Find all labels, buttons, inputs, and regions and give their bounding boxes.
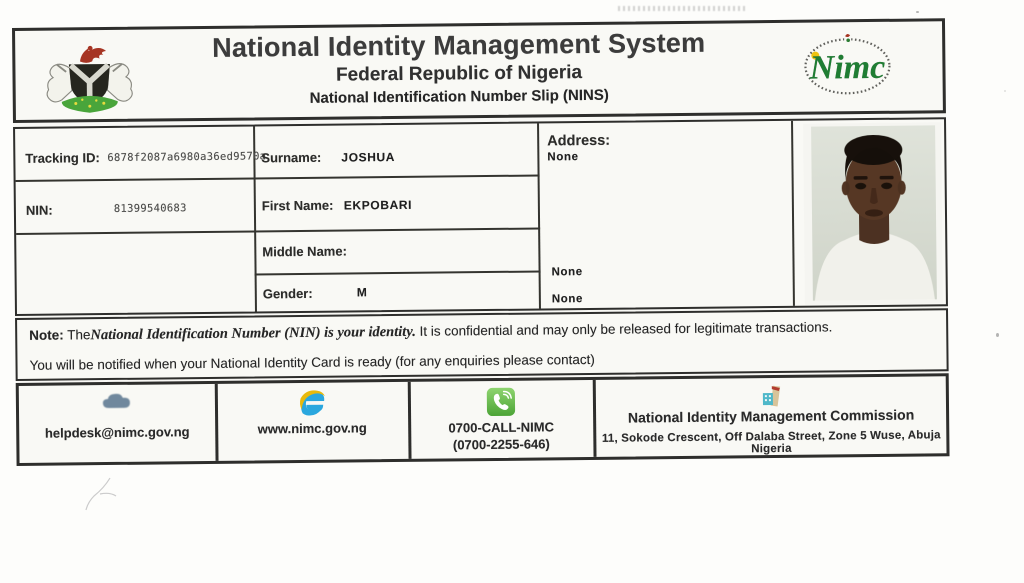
nigeria-coat-of-arms-icon bbox=[37, 36, 142, 121]
gender-value: M bbox=[356, 285, 368, 300]
website-contact-cell bbox=[217, 382, 408, 461]
nin-label: NIN: bbox=[25, 202, 53, 218]
note-emphasis: National Identification Number (NIN) is your identity. bbox=[90, 323, 416, 344]
phone-line1: 0700-CALL-NIMC bbox=[448, 419, 555, 436]
phone-icon bbox=[486, 387, 516, 417]
building-icon bbox=[760, 384, 782, 408]
scan-speck bbox=[996, 333, 999, 337]
scan-speck bbox=[916, 11, 919, 13]
table-divider bbox=[537, 123, 541, 308]
commission-name: National Identity Management Commission bbox=[627, 406, 915, 426]
ie-browser-icon bbox=[297, 389, 327, 419]
tracking-id-value: 6878f2087a6980a36ed9570a bbox=[107, 150, 267, 165]
system-title: National Identity Management System bbox=[211, 27, 706, 63]
table-divider bbox=[16, 174, 540, 181]
identity-fields-table bbox=[13, 117, 948, 316]
commission-cell bbox=[595, 376, 948, 457]
note-line bbox=[29, 319, 832, 344]
table-divider bbox=[791, 121, 795, 306]
first-name-value: EKPOBARI bbox=[343, 197, 413, 213]
nimc-logo bbox=[792, 30, 903, 103]
contact-footer bbox=[16, 373, 950, 466]
table-divider bbox=[255, 270, 541, 275]
phone-contact-cell bbox=[410, 380, 593, 459]
nin-value: 81399540683 bbox=[113, 202, 187, 215]
gender-label: Gender: bbox=[262, 285, 313, 302]
address-extra-value: None bbox=[551, 293, 584, 306]
card-header bbox=[12, 18, 946, 123]
phone-line2: (0700-2255-646) bbox=[452, 436, 550, 453]
notify-line: You will be notified when your National Identity Card is ready (for any enquiries please contact) bbox=[29, 351, 595, 373]
scan-artifact-smudge bbox=[618, 6, 748, 11]
pencil-mark-artifact bbox=[80, 470, 170, 520]
nin-slip-card bbox=[12, 18, 950, 466]
email-contact-cell bbox=[19, 384, 216, 463]
address-extra-value: None bbox=[551, 266, 583, 279]
middle-name-label: Middle Name: bbox=[262, 243, 347, 260]
nimc-logo-text: Nimc bbox=[809, 48, 886, 87]
portrait-photo bbox=[803, 122, 943, 304]
email-text: helpdesk@nimc.gov.ng bbox=[44, 424, 190, 441]
first-name-label: First Name: bbox=[261, 197, 334, 214]
note-section bbox=[15, 308, 949, 381]
note-label: Note: bbox=[29, 327, 64, 343]
website-text: www.nimc.gov.ng bbox=[257, 420, 367, 437]
note-prefix: The bbox=[67, 327, 91, 343]
tracking-id-label: Tracking ID: bbox=[25, 150, 100, 166]
surname-label: Surname: bbox=[261, 149, 322, 166]
address-value: None bbox=[547, 151, 579, 164]
surname-value: JOSHUA bbox=[341, 149, 396, 165]
cloud-icon bbox=[100, 391, 134, 411]
commission-address: 11, Sokode Crescent, Off Dalaba Street, Zone 5 Wuse, Abuja Nigeria bbox=[601, 429, 941, 456]
address-label: Address: bbox=[547, 132, 611, 150]
country-subtitle: Federal Republic of Nigeria bbox=[335, 62, 583, 86]
slip-title: National Identification Number Slip (NINS) bbox=[309, 86, 609, 107]
scan-speck bbox=[1004, 90, 1006, 92]
table-divider bbox=[16, 227, 540, 234]
note-rest: It is confidential and may only be released for legitimate transactions. bbox=[419, 319, 833, 339]
